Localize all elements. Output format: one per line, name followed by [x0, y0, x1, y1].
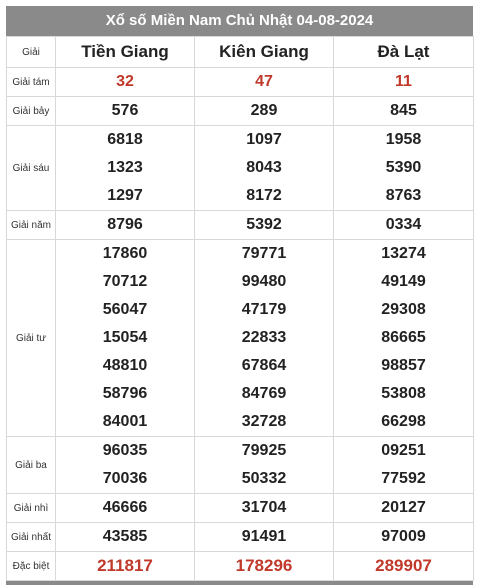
- winning-number: 96035: [102, 442, 148, 459]
- winning-number: 70712: [102, 273, 148, 290]
- winning-number: 84001: [102, 413, 148, 430]
- prize-cell: [56, 211, 195, 240]
- winning-number: 99480: [241, 273, 287, 290]
- winning-number: 576: [111, 102, 139, 119]
- winning-number: 178296: [235, 556, 293, 575]
- page-title: Xổ số Miền Nam Chủ Nhật 04-08-2024: [6, 6, 473, 36]
- prize-label: Đặc biệt: [7, 552, 56, 581]
- prize-cell: [334, 523, 474, 552]
- winning-number: 5390: [385, 159, 422, 176]
- prize-column-header: Giải: [7, 37, 56, 68]
- winning-number: 47: [255, 73, 273, 90]
- winning-number: 79925: [241, 442, 287, 459]
- winning-number: 77592: [381, 470, 426, 487]
- winning-number: 20127: [381, 499, 426, 516]
- prize-cell: [195, 494, 334, 523]
- prize-cell: [195, 97, 334, 126]
- winning-number: 289: [250, 102, 278, 119]
- province-header-kien-giang[interactable]: Kiên Giang: [195, 37, 334, 68]
- winning-number: 31704: [241, 499, 287, 516]
- prize-row: [7, 494, 474, 523]
- winning-number: 97009: [381, 528, 426, 545]
- prize-cell: [334, 437, 474, 494]
- winning-number: 8763: [385, 187, 422, 204]
- prize-cell: [56, 240, 195, 437]
- prize-cell: [334, 68, 474, 97]
- winning-number: 17860: [102, 245, 148, 262]
- winning-number: 8796: [107, 216, 143, 233]
- winning-number: 86665: [381, 329, 426, 346]
- province-header-tien-giang[interactable]: Tiền Giang: [56, 37, 195, 68]
- prize-label: Giải năm: [7, 211, 56, 240]
- winning-number: 13274: [381, 245, 426, 262]
- bottom-bar: [6, 581, 473, 585]
- prize-cell: [334, 494, 474, 523]
- winning-number: 8172: [246, 187, 282, 204]
- winning-number: 5392: [246, 216, 282, 233]
- prize-cell: [334, 97, 474, 126]
- winning-number: 289907: [375, 556, 432, 575]
- prize-row: [7, 211, 474, 240]
- winning-number: 29308: [381, 301, 426, 318]
- winning-number: 79771: [241, 245, 287, 262]
- winning-number: 91491: [241, 528, 287, 545]
- prize-label: Giải bảy: [7, 97, 56, 126]
- prize-row: [7, 240, 474, 437]
- winning-number: 66298: [381, 413, 426, 430]
- results-table: [6, 36, 474, 581]
- winning-number: 1958: [385, 131, 422, 148]
- prize-cell: [334, 211, 474, 240]
- winning-number: 46666: [102, 499, 148, 516]
- winning-number: 53808: [381, 385, 426, 402]
- header-row: [7, 37, 474, 68]
- prize-label: Giải sáu: [7, 126, 56, 211]
- prize-cell: [195, 437, 334, 494]
- prize-cell: [56, 437, 195, 494]
- winning-number: 09251: [381, 442, 426, 459]
- winning-number: 50332: [241, 470, 287, 487]
- winning-number: 67864: [241, 357, 287, 374]
- winning-number: 48810: [102, 357, 148, 374]
- winning-number: 56047: [102, 301, 148, 318]
- province-header-da-lat[interactable]: Đà Lạt: [334, 37, 474, 68]
- prize-label: Giải tám: [7, 68, 56, 97]
- prize-cell: [195, 552, 334, 581]
- winning-number: 11: [395, 73, 412, 90]
- winning-number: 845: [390, 102, 417, 119]
- prize-cell: [195, 523, 334, 552]
- winning-number: 0334: [385, 216, 422, 233]
- prize-cell: [195, 126, 334, 211]
- winning-number: 70036: [102, 470, 148, 487]
- winning-number: 32: [116, 73, 134, 90]
- winning-number: 58796: [102, 385, 148, 402]
- prize-row: [7, 552, 474, 581]
- prize-cell: [56, 523, 195, 552]
- prize-cell: [56, 126, 195, 211]
- winning-number: 47179: [241, 301, 287, 318]
- winning-number: 49149: [381, 273, 426, 290]
- winning-number: 1297: [107, 187, 143, 204]
- prize-label: Giải tư: [7, 240, 56, 437]
- prize-cell: [334, 126, 474, 211]
- winning-number: 211817: [97, 556, 153, 575]
- prize-label: Giải ba: [7, 437, 56, 494]
- winning-number: 32728: [241, 413, 287, 430]
- prize-row: [7, 523, 474, 552]
- prize-cell: [195, 211, 334, 240]
- winning-number: 84769: [241, 385, 287, 402]
- winning-number: 43585: [102, 528, 148, 545]
- prize-row: [7, 97, 474, 126]
- prize-label: Giải nhì: [7, 494, 56, 523]
- winning-number: 15054: [102, 329, 148, 346]
- prize-label: Giải nhất: [7, 523, 56, 552]
- prize-row: [7, 437, 474, 494]
- prize-cell: [56, 552, 195, 581]
- winning-number: 8043: [246, 159, 282, 176]
- results-panel: [6, 6, 473, 585]
- winning-number: 1097: [246, 131, 282, 148]
- prize-cell: [56, 494, 195, 523]
- winning-number: 98857: [381, 357, 426, 374]
- prize-row: [7, 68, 474, 97]
- winning-number: 22833: [241, 329, 287, 346]
- winning-number: 6818: [107, 131, 143, 148]
- prize-cell: [56, 97, 195, 126]
- prize-cell: [56, 68, 195, 97]
- winning-number: 1323: [107, 159, 143, 176]
- prize-cell: [195, 68, 334, 97]
- prize-cell: [334, 240, 474, 437]
- prize-row: [7, 126, 474, 211]
- prize-cell: [334, 552, 474, 581]
- prize-cell: [195, 240, 334, 437]
